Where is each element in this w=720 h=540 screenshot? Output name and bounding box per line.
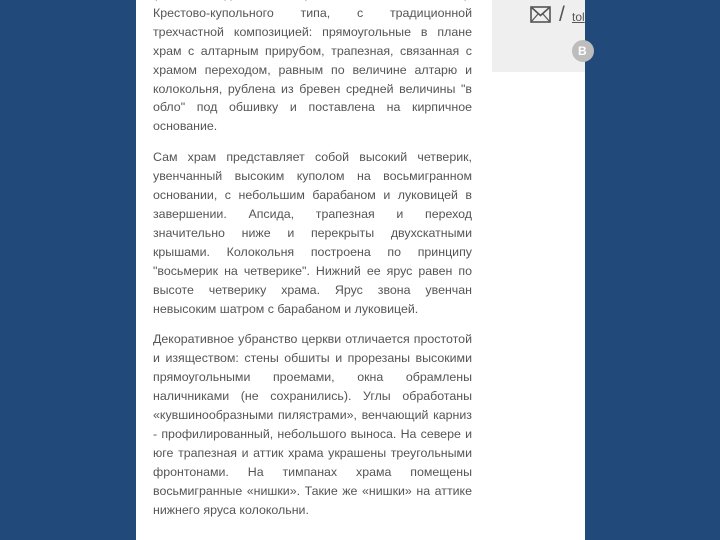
- article-paragraph: Крестово-купольного типа, с традиционной трехчастной композицией: прямоугольные в плане храм с алтарным прирубом, трапезная, связанная с храмом переходом, равным по величине алтарю и колокольня, рублена из бревен средней величины "в обло" под обшивку и поставлена на кирпичное основание.: [153, 5, 472, 134]
- article-body: [153, 0, 472, 531]
- share-panel: [492, 0, 585, 72]
- article-paragraph: Сам храм представляет собой высокий четверик, увенчанный высоким куполом на восьмигранном основании, с небольшим барабаном и луковицей в завершении. Апсида, трапезная и переход значительно ниже и перекрыты двухскатными крышами. Колокольня построена по принципу "восьмерик на четверике". Нижний ее ярус равен по высоте четверику храма. Ярус звона увенчан невысоким шатром с барабаном и луковицей.: [153, 150, 472, 316]
- link-separator: /: [559, 3, 565, 26]
- article-paragraph: Декоративное убранство церкви отличается простотой и изяществом: стены обшиты и прорезаны высокими прямоугольными проемами, окна обрамлены наличниками (не сохранились). Углы обработаны «кувшинообразными пилястрами», венчающий карниз - профилированный, небольшого выноса. На севере и юге трапезная и аттик храма украшены треугольными фронтонами. На тимпанах храма помещены восьмигранные «нишки». Такие же «нишки» на аттике нижнего яруса колокольни.: [153, 332, 472, 517]
- side-link[interactable]: tol: [572, 10, 585, 24]
- side-badge[interactable]: B: [572, 40, 594, 62]
- envelope-icon[interactable]: [530, 5, 551, 24]
- page-content: [136, 0, 585, 540]
